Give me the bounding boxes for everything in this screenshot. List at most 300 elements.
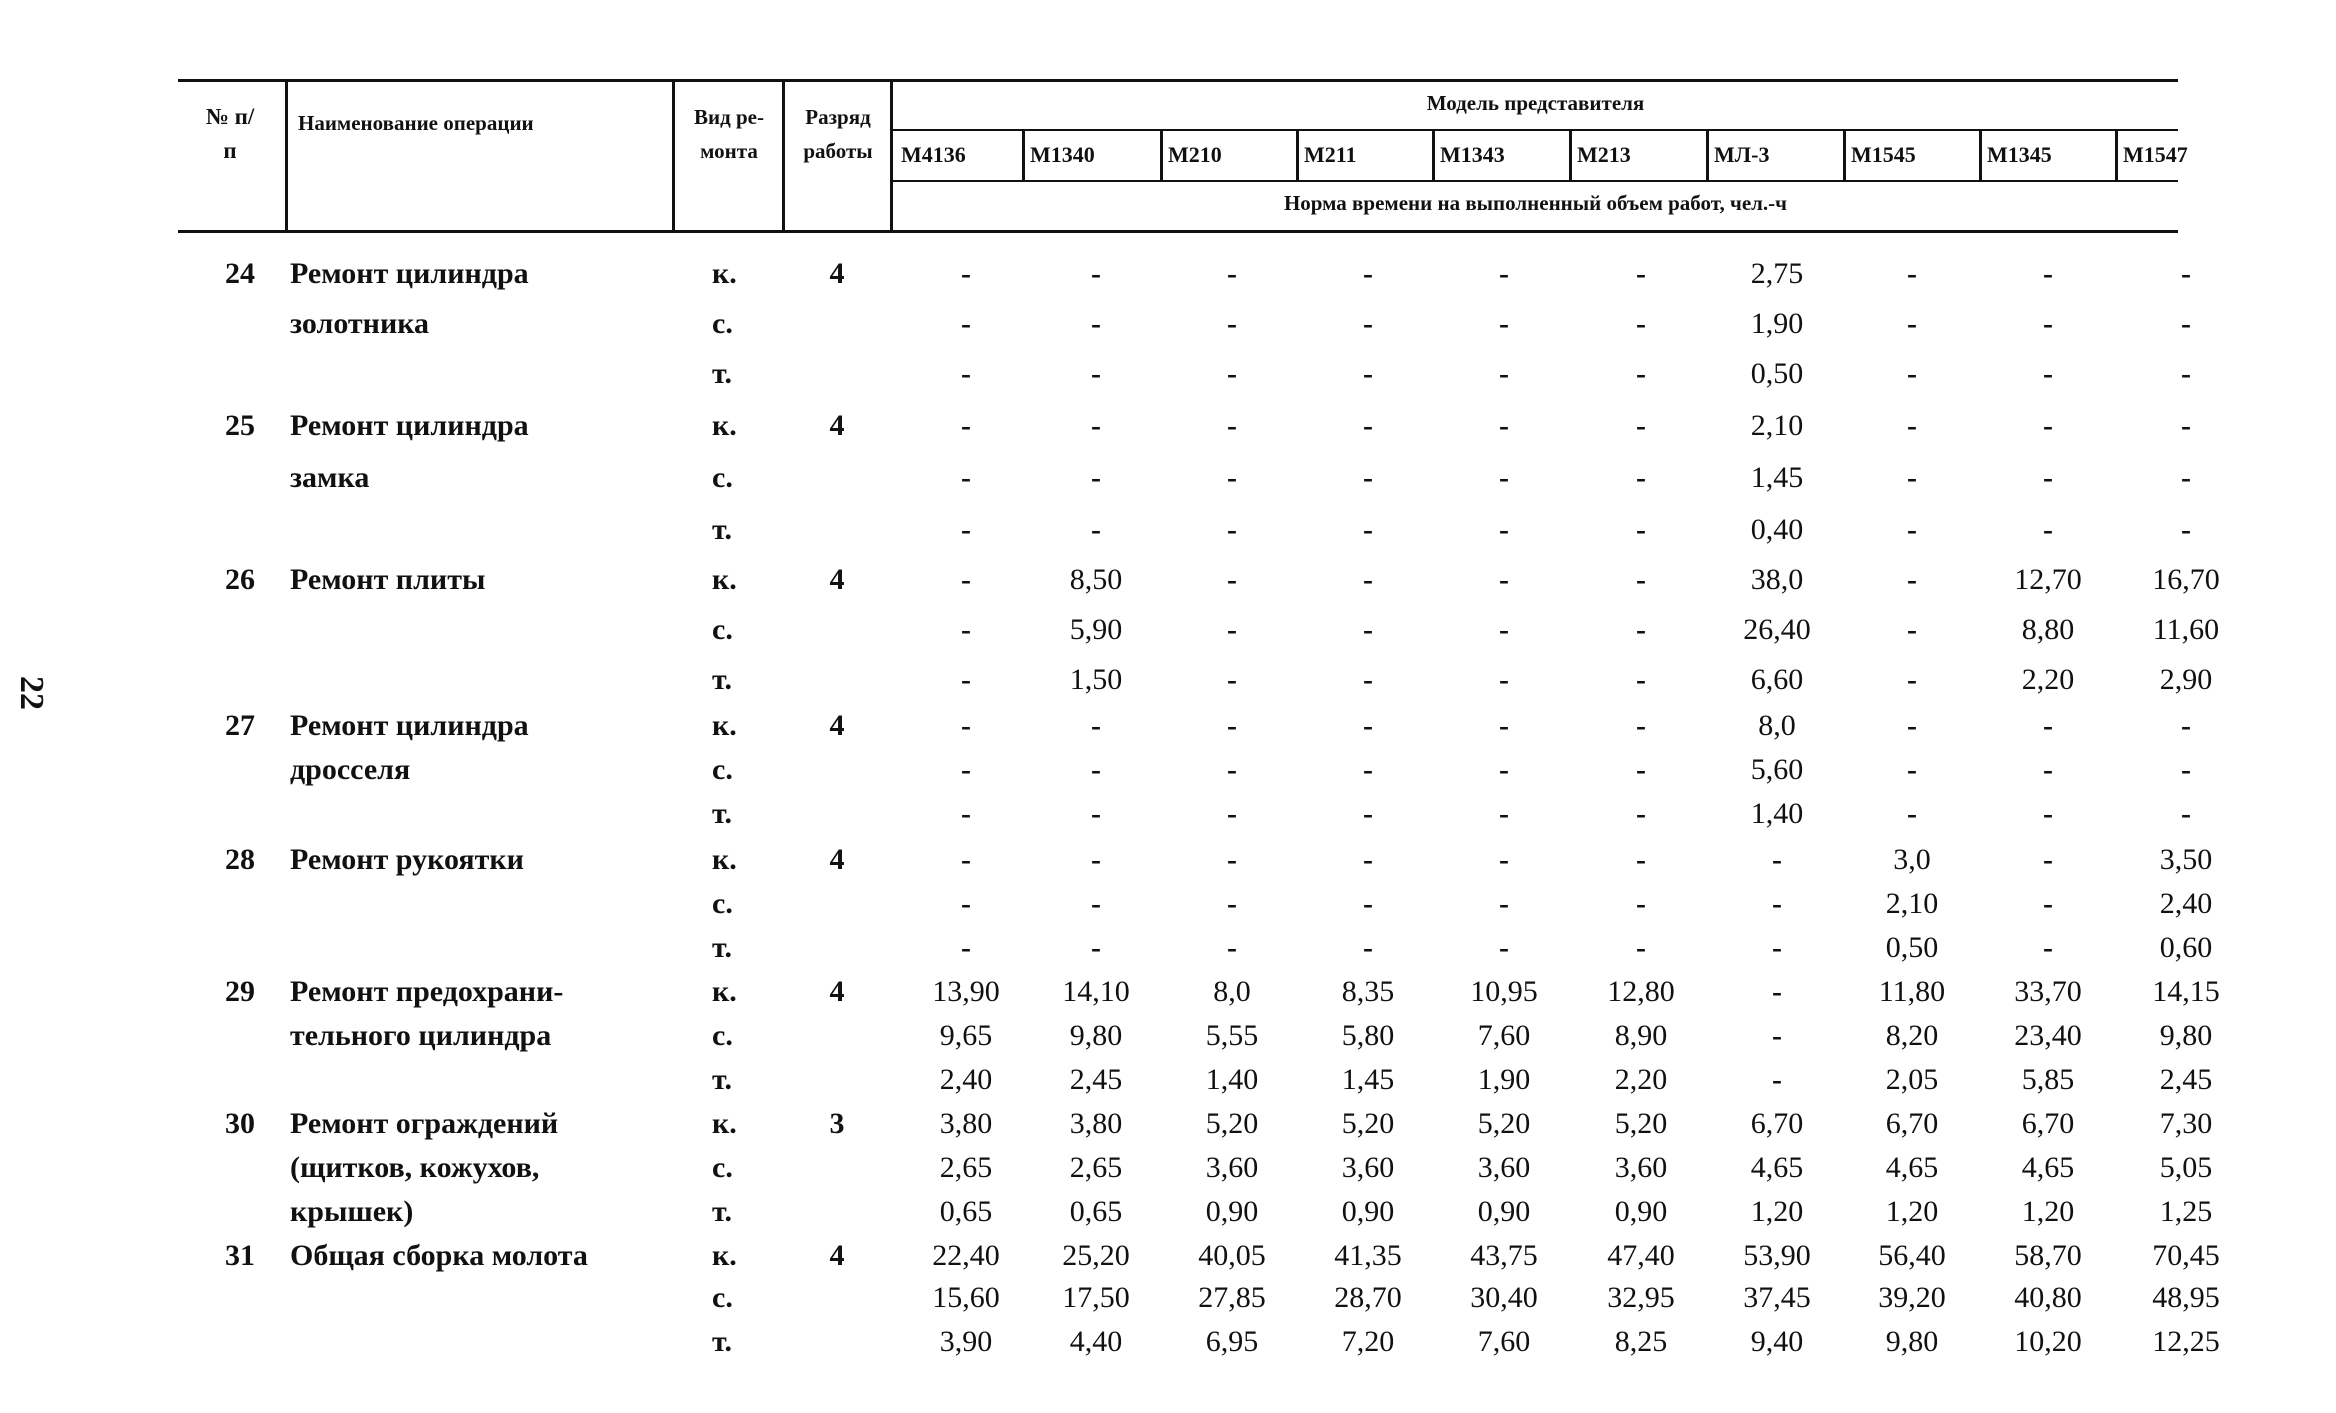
norm-value: -	[1363, 843, 1373, 876]
operation-name: Ремонт предохрани-	[290, 975, 564, 1008]
operation-name: Ремонт ограждений	[290, 1107, 559, 1140]
norm-value: 14,15	[2152, 975, 2220, 1008]
norm-value: 8,80	[2021, 613, 2075, 646]
norm-value: 2,90	[2159, 663, 2213, 696]
norm-value: 8,35	[1341, 975, 1395, 1008]
norm-value: 2,20	[1614, 1063, 1668, 1096]
norm-value: 2,40	[939, 1063, 993, 1096]
norm-value: -	[1772, 1019, 1782, 1052]
repair-kind: т.	[712, 1195, 732, 1228]
header-norm-title: Норма времени на выполненный объем работ, чел.-ч	[1283, 191, 1788, 215]
model-divider	[1022, 131, 1025, 181]
norm-value: -	[2043, 357, 2053, 390]
norm-value: 58,70	[2014, 1239, 2082, 1272]
operation-number: 26	[225, 563, 255, 596]
norm-value: 5,20	[1341, 1107, 1395, 1140]
norm-value: 9,40	[1750, 1325, 1804, 1358]
model-divider	[1569, 131, 1572, 181]
norm-value: -	[1363, 257, 1373, 290]
norm-value: -	[1636, 613, 1646, 646]
model-divider	[1160, 131, 1163, 181]
norm-value: -	[961, 709, 971, 742]
operation-name: Ремонт цилиндра	[290, 709, 529, 742]
work-grade: 3	[829, 1107, 845, 1140]
norm-value: -	[1907, 357, 1917, 390]
model-divider	[1296, 131, 1299, 181]
repair-kind: к.	[712, 1107, 737, 1140]
repair-kind: к.	[712, 843, 737, 876]
norm-value: -	[961, 357, 971, 390]
norm-value: -	[1499, 357, 1509, 390]
norm-value: -	[961, 887, 971, 920]
norm-value: -	[1227, 307, 1237, 340]
norm-value: -	[1227, 513, 1237, 546]
norm-value: -	[1499, 709, 1509, 742]
norm-value: 1,40	[1750, 797, 1804, 830]
norm-value: -	[2181, 753, 2191, 786]
norm-value: 3,50	[2159, 843, 2213, 876]
norm-value: 3,60	[1477, 1151, 1531, 1184]
norm-value: -	[1227, 709, 1237, 742]
models-title-rule	[893, 129, 2178, 131]
norm-value: -	[1091, 461, 1101, 494]
norm-value: 1,20	[1885, 1195, 1939, 1228]
norm-value: 5,60	[1750, 753, 1804, 786]
model-divider	[1979, 131, 1982, 181]
norm-value: -	[1636, 307, 1646, 340]
norm-value: -	[1907, 709, 1917, 742]
repair-kind: с.	[712, 307, 733, 340]
norm-value: 0,65	[939, 1195, 993, 1228]
norm-value: -	[1907, 461, 1917, 494]
norm-value: 5,80	[1341, 1019, 1395, 1052]
norm-value: 2,65	[1069, 1151, 1123, 1184]
repair-kind: к.	[712, 563, 737, 596]
norm-value: 2,45	[1069, 1063, 1123, 1096]
model-divider	[1706, 131, 1709, 181]
norm-value: 1,45	[1750, 461, 1804, 494]
norm-value: 23,40	[2014, 1019, 2082, 1052]
norm-value: 43,75	[1470, 1239, 1538, 1272]
norm-value: -	[2043, 931, 2053, 964]
norm-value: -	[1772, 1063, 1782, 1096]
norm-value: 37,45	[1743, 1281, 1811, 1314]
norm-value: 0,65	[1069, 1195, 1123, 1228]
norm-value: 11,60	[2152, 613, 2220, 646]
models-names-rule	[893, 180, 2178, 182]
norm-value: -	[961, 663, 971, 696]
norm-value: -	[1091, 307, 1101, 340]
norm-value: 7,20	[1341, 1325, 1395, 1358]
norm-value: 2,75	[1750, 257, 1804, 290]
norm-value: 39,20	[1878, 1281, 1946, 1314]
norm-value: 8,25	[1614, 1325, 1668, 1358]
operation-number: 30	[225, 1107, 255, 1140]
norm-value: -	[1772, 931, 1782, 964]
operation-name: Ремонт плиты	[290, 563, 486, 596]
norm-value: -	[1636, 709, 1646, 742]
norm-value: -	[1091, 887, 1101, 920]
norm-value: -	[1363, 887, 1373, 920]
norm-value: 0,90	[1341, 1195, 1395, 1228]
norm-value: -	[2181, 797, 2191, 830]
work-grade: 4	[829, 409, 845, 442]
repair-kind: с.	[712, 753, 733, 786]
header-divider	[672, 79, 675, 231]
page-number: 22	[13, 676, 50, 710]
operation-name: Ремонт цилиндра	[290, 257, 529, 290]
norm-value: -	[1636, 931, 1646, 964]
norm-value: -	[961, 843, 971, 876]
norm-value: -	[1227, 563, 1237, 596]
norm-value: -	[1091, 797, 1101, 830]
header-model: М213	[1577, 142, 1631, 167]
operation-name: замка	[290, 461, 370, 494]
norm-value: 40,80	[2014, 1281, 2082, 1314]
norm-value: -	[2181, 709, 2191, 742]
norm-value: 2,40	[2159, 887, 2213, 920]
norm-value: 6,70	[1750, 1107, 1804, 1140]
norm-value: -	[1363, 663, 1373, 696]
norm-value: 7,60	[1477, 1325, 1531, 1358]
norm-value: -	[1907, 797, 1917, 830]
norm-value: -	[961, 461, 971, 494]
work-grade: 4	[829, 563, 845, 596]
norm-value: -	[2043, 753, 2053, 786]
norm-value: -	[1636, 663, 1646, 696]
norm-value: 53,90	[1743, 1239, 1811, 1272]
norm-value: -	[2181, 357, 2191, 390]
model-divider	[1843, 131, 1846, 181]
norm-value: -	[1499, 409, 1509, 442]
norm-value: -	[961, 409, 971, 442]
repair-kind: с.	[712, 613, 733, 646]
norm-value: 1,25	[2159, 1195, 2213, 1228]
norm-value: 2,10	[1885, 887, 1939, 920]
norm-value: 6,70	[2021, 1107, 2075, 1140]
norm-value: -	[1499, 753, 1509, 786]
repair-kind: т.	[712, 1325, 732, 1358]
norm-value: 9,80	[2159, 1019, 2213, 1052]
norm-value: -	[961, 563, 971, 596]
norm-value: 1,40	[1205, 1063, 1259, 1096]
operation-name: крышек)	[290, 1195, 414, 1228]
repair-kind: т.	[712, 797, 732, 830]
norm-value: -	[1363, 563, 1373, 596]
norm-value: 8,90	[1614, 1019, 1668, 1052]
norm-value: 48,95	[2152, 1281, 2220, 1314]
norm-value: 1,45	[1341, 1063, 1395, 1096]
repair-kind: к.	[712, 709, 737, 742]
norm-value: -	[1499, 887, 1509, 920]
norm-value: -	[2181, 409, 2191, 442]
norm-value: 26,40	[1743, 613, 1811, 646]
norm-value: -	[2181, 461, 2191, 494]
repair-kind: к.	[712, 1239, 737, 1272]
norm-value: -	[2043, 257, 2053, 290]
norm-value: -	[1227, 931, 1237, 964]
norm-value: 2,65	[939, 1151, 993, 1184]
norm-value: -	[2181, 513, 2191, 546]
norm-value: -	[961, 613, 971, 646]
norm-value: -	[1227, 357, 1237, 390]
norm-value: 28,70	[1334, 1281, 1402, 1314]
norm-value: 17,50	[1062, 1281, 1130, 1314]
norm-value: 38,0	[1750, 563, 1804, 596]
norm-value: 3,90	[939, 1325, 993, 1358]
work-grade: 4	[829, 709, 845, 742]
norm-value: 6,95	[1205, 1325, 1259, 1358]
norm-value: 16,70	[2152, 563, 2220, 596]
norm-value: -	[1907, 563, 1917, 596]
header-model: М4136	[901, 142, 966, 167]
header-model: М1340	[1030, 142, 1095, 167]
norm-value: -	[1363, 513, 1373, 546]
norm-value: 2,05	[1885, 1063, 1939, 1096]
norm-value: 6,60	[1750, 663, 1804, 696]
norm-value: -	[1499, 931, 1509, 964]
norm-value: 12,70	[2014, 563, 2082, 596]
norm-value: -	[1227, 613, 1237, 646]
norm-value: 8,50	[1069, 563, 1123, 596]
norm-value: -	[2043, 709, 2053, 742]
norm-value: 8,20	[1885, 1019, 1939, 1052]
repair-kind: т.	[712, 357, 732, 390]
norm-value: -	[1091, 843, 1101, 876]
norm-value: -	[1636, 843, 1646, 876]
work-grade: 4	[829, 257, 845, 290]
work-grade: 4	[829, 843, 845, 876]
norm-value: -	[1907, 613, 1917, 646]
norm-value: 0,90	[1614, 1195, 1668, 1228]
norm-value: -	[1363, 931, 1373, 964]
norm-value: -	[1091, 357, 1101, 390]
norm-value: -	[1907, 663, 1917, 696]
norm-value: -	[1363, 753, 1373, 786]
norm-value: -	[1636, 753, 1646, 786]
norm-value: 5,20	[1614, 1107, 1668, 1140]
norm-value: 5,85	[2021, 1063, 2075, 1096]
norm-value: -	[1636, 461, 1646, 494]
norm-value: 1,90	[1477, 1063, 1531, 1096]
norm-value: 3,60	[1205, 1151, 1259, 1184]
norm-value: -	[2181, 307, 2191, 340]
norm-value: 33,70	[2014, 975, 2082, 1008]
norm-value: 25,20	[1062, 1239, 1130, 1272]
norm-value: -	[1091, 753, 1101, 786]
norm-value: -	[1907, 753, 1917, 786]
norm-value: -	[2043, 307, 2053, 340]
header-model: М1547	[2123, 142, 2188, 167]
norm-value: -	[1363, 613, 1373, 646]
norm-value: 47,40	[1607, 1239, 1675, 1272]
norm-value: -	[1499, 257, 1509, 290]
norm-value: 11,80	[1878, 975, 1946, 1008]
header-model: М1545	[1851, 142, 1916, 167]
norm-value: 0,90	[1205, 1195, 1259, 1228]
norm-value: 12,80	[1607, 975, 1675, 1008]
norm-value: 27,85	[1198, 1281, 1266, 1314]
norm-value: -	[961, 307, 971, 340]
norm-value: 5,90	[1069, 613, 1123, 646]
norm-value: 2,45	[2159, 1063, 2213, 1096]
norm-value: 0,40	[1750, 513, 1804, 546]
norm-value: 1,20	[2021, 1195, 2075, 1228]
norm-value: 0,60	[2159, 931, 2213, 964]
norm-value: -	[1636, 563, 1646, 596]
norm-value: -	[1499, 513, 1509, 546]
repair-kind: с.	[712, 461, 733, 494]
header-model: М210	[1168, 142, 1222, 167]
norm-value: 14,10	[1062, 975, 1130, 1008]
header-top-rule	[178, 79, 2178, 82]
work-grade: 4	[829, 1239, 845, 1272]
norm-value: -	[961, 513, 971, 546]
operation-name: золотника	[290, 307, 430, 340]
norm-value: 4,40	[1069, 1325, 1123, 1358]
norm-value: 10,20	[2014, 1325, 2082, 1358]
norm-value: 8,0	[1758, 709, 1796, 742]
norm-value: -	[1363, 357, 1373, 390]
norm-value: -	[1907, 257, 1917, 290]
model-divider	[1432, 131, 1435, 181]
header-model: МЛ-3	[1714, 142, 1770, 167]
norm-value: 70,45	[2152, 1239, 2220, 1272]
norm-value: 5,20	[1205, 1107, 1259, 1140]
norm-value: -	[961, 753, 971, 786]
norm-value: -	[1363, 461, 1373, 494]
norm-value: -	[1227, 753, 1237, 786]
header-divider	[285, 79, 288, 231]
norm-value: -	[2043, 797, 2053, 830]
norm-value: 5,55	[1205, 1019, 1259, 1052]
norm-value: -	[1636, 409, 1646, 442]
norm-value: 7,60	[1477, 1019, 1531, 1052]
norm-value: -	[961, 931, 971, 964]
header-no: № п/п	[205, 104, 255, 163]
norm-value: -	[1227, 409, 1237, 442]
norm-value: -	[1091, 931, 1101, 964]
norm-value: -	[1363, 409, 1373, 442]
norm-value: -	[2043, 887, 2053, 920]
norm-value: 56,40	[1878, 1239, 1946, 1272]
norm-value: -	[1091, 409, 1101, 442]
norm-value: 3,0	[1893, 843, 1931, 876]
norm-value: -	[1499, 843, 1509, 876]
header-model: М1345	[1987, 142, 2052, 167]
norm-value: 7,30	[2159, 1107, 2213, 1140]
repair-kind: с.	[712, 887, 733, 920]
norm-value: -	[1363, 797, 1373, 830]
operation-name: (щитков, кожухов,	[290, 1151, 540, 1184]
norm-value: -	[1907, 307, 1917, 340]
norm-value: -	[1636, 797, 1646, 830]
repair-kind: т.	[712, 1063, 732, 1096]
repair-kind: т.	[712, 513, 732, 546]
norm-value: -	[2181, 257, 2191, 290]
operation-name: Ремонт цилиндра	[290, 409, 529, 442]
header-divider	[782, 79, 785, 231]
norm-value: -	[1227, 887, 1237, 920]
norm-value: 5,05	[2159, 1151, 2213, 1184]
norm-value: 40,05	[1198, 1239, 1266, 1272]
operation-number: 24	[225, 257, 255, 290]
norm-value: 9,80	[1069, 1019, 1123, 1052]
operation-name: тельного цилиндра	[290, 1019, 552, 1052]
header-operation-name: Наименование операции	[298, 111, 534, 135]
norm-value: 41,35	[1334, 1239, 1402, 1272]
norm-value: 22,40	[932, 1239, 1000, 1272]
repair-kind: к.	[712, 975, 737, 1008]
norm-value: -	[1499, 307, 1509, 340]
norm-value: -	[1091, 257, 1101, 290]
header-model: М1343	[1440, 142, 1505, 167]
norm-value: 6,70	[1885, 1107, 1939, 1140]
norm-value: -	[961, 797, 971, 830]
norm-value: 0,90	[1477, 1195, 1531, 1228]
norm-value: 9,80	[1885, 1325, 1939, 1358]
norm-value: 1,90	[1750, 307, 1804, 340]
norm-value: -	[1227, 843, 1237, 876]
repair-kind: т.	[712, 931, 732, 964]
norm-value: -	[961, 257, 971, 290]
norm-value: -	[1636, 513, 1646, 546]
repair-kind: с.	[712, 1019, 733, 1052]
repair-kind: с.	[712, 1151, 733, 1184]
header-models-title: Модель представителя	[1426, 91, 1645, 115]
norm-value: -	[1636, 357, 1646, 390]
norm-value: 2,10	[1750, 409, 1804, 442]
operation-number: 29	[225, 975, 255, 1008]
norm-value: -	[1227, 663, 1237, 696]
norm-value: -	[1772, 843, 1782, 876]
norm-value: 4,65	[1885, 1151, 1939, 1184]
norm-value: -	[2043, 513, 2053, 546]
norm-value: 3,60	[1341, 1151, 1395, 1184]
norm-value: 32,95	[1607, 1281, 1675, 1314]
operation-name: дросселя	[290, 753, 411, 786]
norm-value: 5,20	[1477, 1107, 1531, 1140]
norm-value: 10,95	[1470, 975, 1538, 1008]
repair-kind: к.	[712, 257, 737, 290]
repair-kind: т.	[712, 663, 732, 696]
norm-value: -	[1772, 975, 1782, 1008]
work-grade: 4	[829, 975, 845, 1008]
norm-value: 9,65	[939, 1019, 993, 1052]
norm-value: 4,65	[2021, 1151, 2075, 1184]
norm-value: 3,60	[1614, 1151, 1668, 1184]
model-divider	[2115, 131, 2118, 181]
norm-value: -	[1907, 513, 1917, 546]
norm-value: -	[2043, 409, 2053, 442]
norm-value: -	[1499, 663, 1509, 696]
norm-value: -	[1091, 709, 1101, 742]
header-model: М211	[1304, 142, 1357, 167]
norm-value: 2,20	[2021, 663, 2075, 696]
norm-value: -	[1363, 307, 1373, 340]
norm-value: -	[1636, 887, 1646, 920]
norm-value: 12,25	[2152, 1325, 2220, 1358]
norm-value: 30,40	[1470, 1281, 1538, 1314]
operation-number: 31	[225, 1239, 255, 1272]
norm-value: -	[1499, 797, 1509, 830]
norm-value: -	[1499, 613, 1509, 646]
header-repair-kind: Вид ре- монта	[694, 105, 764, 163]
norm-value: -	[2043, 843, 2053, 876]
norm-value: -	[1636, 257, 1646, 290]
operation-number: 28	[225, 843, 255, 876]
norm-value: -	[1499, 461, 1509, 494]
